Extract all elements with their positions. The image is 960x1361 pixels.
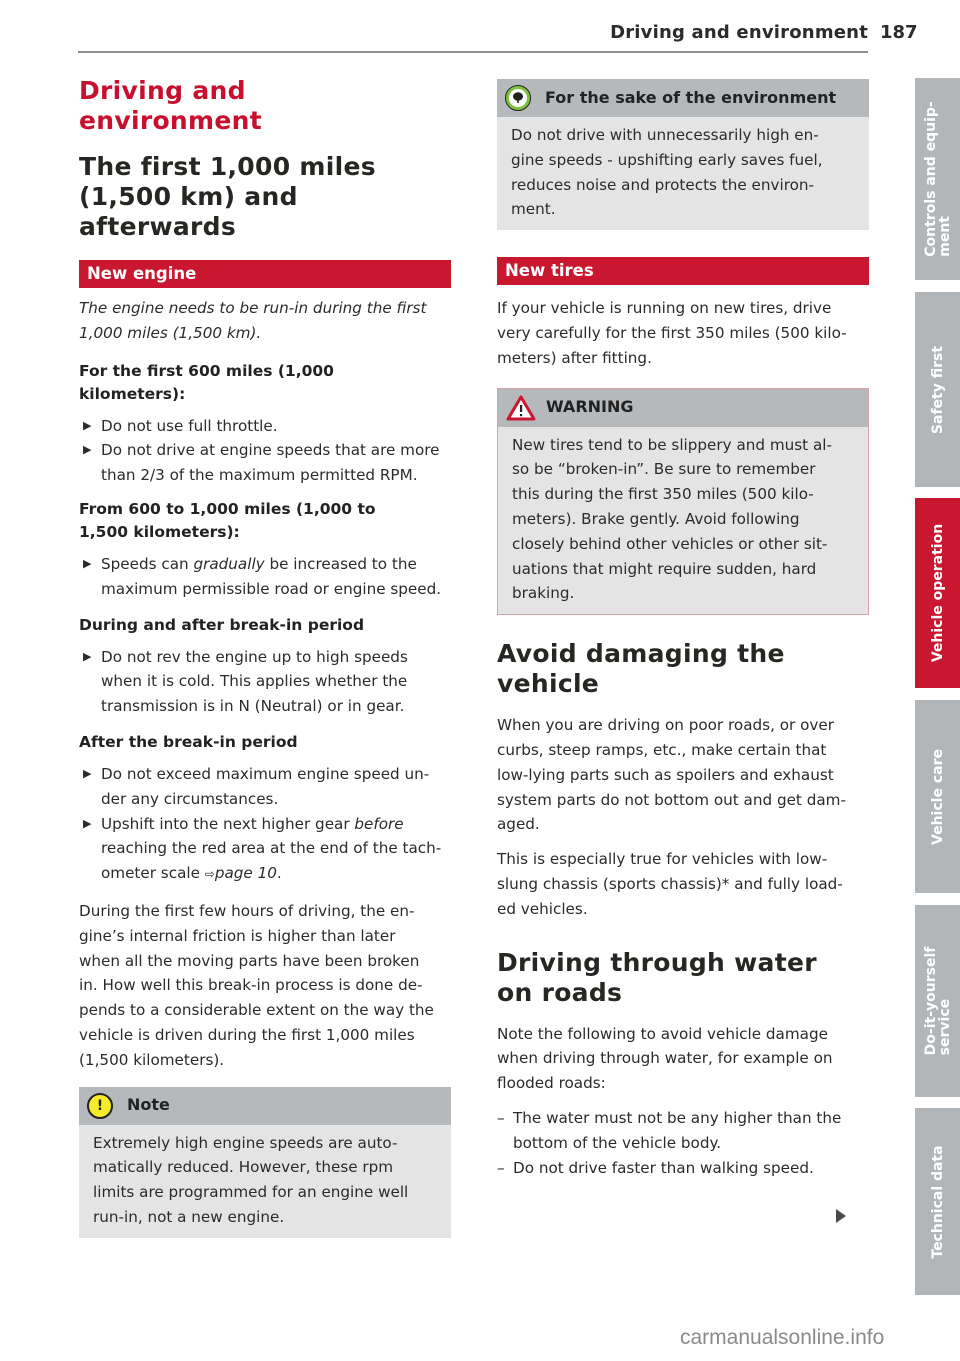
note-exclamation-icon: ! xyxy=(87,1093,113,1119)
note-line: run-in, not a new engine. xyxy=(93,1207,285,1226)
subheading-after-break-in: After the break-in period xyxy=(79,732,298,751)
bullet-item xyxy=(79,552,451,602)
note-box xyxy=(79,1087,451,1238)
water-title xyxy=(497,948,869,1008)
bullet-item xyxy=(79,762,451,812)
chapter-title xyxy=(79,76,451,136)
water-paragraph xyxy=(497,1022,869,1096)
note-body xyxy=(79,1125,451,1238)
warning-line: this during the first 350 miles (500 kilo- xyxy=(512,485,814,504)
paragraph-line: During the first few hours of driving, the en- xyxy=(79,901,415,920)
emphasis-text: before xyxy=(354,814,404,833)
subheading-first-600 xyxy=(79,360,451,406)
triangle-bullet-icon: ▶ xyxy=(83,816,92,830)
section-title-line: (1,500 km) and xyxy=(79,182,298,211)
text-run: ometer scale xyxy=(101,864,205,883)
note-title: Note xyxy=(127,1095,170,1115)
avoid-paragraph-2 xyxy=(497,847,869,921)
section-title-line: afterwards xyxy=(79,212,237,241)
watermark-text: carmanualsonline.info xyxy=(680,1326,885,1349)
chapter-title-line: Driving and xyxy=(79,76,246,105)
env-line: gine speeds - upshifting early saves fuel, xyxy=(511,150,823,169)
paragraph-line: when all the moving parts have been broken xyxy=(79,951,420,970)
env-line: ment. xyxy=(511,200,556,219)
item-text: bottom of the vehicle body. xyxy=(513,1133,722,1152)
paragraph-line: in. How well this break-in process is done de- xyxy=(79,976,423,995)
intro-line: The engine needs to be run-in during the first xyxy=(79,299,427,317)
paragraph-line: (1,500 kilometers). xyxy=(79,1050,225,1069)
page-number: 187 xyxy=(880,22,918,43)
section-title-line: The first 1,000 miles xyxy=(79,152,376,181)
paragraph-line: meters) after fitting. xyxy=(497,348,652,367)
subheading-during-after: During and after break-in period xyxy=(79,615,365,634)
warning-triangle-icon xyxy=(506,395,536,421)
label-line: service xyxy=(936,998,953,1056)
env-line: reduces noise and protects the environ- xyxy=(511,175,815,194)
paragraph-line: Note the following to avoid vehicle damage xyxy=(497,1024,828,1043)
item-text: The water must not be any higher than the xyxy=(513,1108,842,1127)
bullet-text: than 2/3 of the maximum permitted RPM. xyxy=(101,466,418,485)
bullet-text: Do not use full throttle. xyxy=(101,416,278,435)
environment-box xyxy=(497,79,869,230)
environment-box-title: For the sake of the environment xyxy=(545,87,837,107)
bullet-text: Do not rev the engine up to high speeds xyxy=(101,647,408,666)
text-run: be increased to the xyxy=(264,554,417,573)
bullet-text xyxy=(101,552,451,577)
triangle-bullet-icon: ▶ xyxy=(83,649,92,663)
subheading-line: From 600 to 1,000 miles (1,000 to xyxy=(79,499,376,518)
side-tab-label xyxy=(924,101,952,257)
note-box-header xyxy=(79,1087,451,1125)
text-run: Speeds can xyxy=(101,554,194,573)
bullet-text xyxy=(101,861,451,887)
running-header-title: Driving and environment xyxy=(610,22,868,43)
environment-box-header xyxy=(497,79,869,117)
side-tab-label: Safety first xyxy=(929,345,946,434)
text-run: . xyxy=(276,864,282,883)
label-line: Controls and equip- xyxy=(922,101,939,257)
paragraph-line: If your vehicle is running on new tires, drive xyxy=(497,299,832,318)
header-rule xyxy=(78,51,868,53)
item-text: Do not drive faster than walking speed. xyxy=(513,1158,814,1177)
text-run: Upshift into the next higher gear xyxy=(101,814,355,833)
warning-title: WARNING xyxy=(546,397,634,417)
bullet-list xyxy=(79,414,451,488)
paragraph-line: When you are driving on poor roads, or over xyxy=(497,716,834,735)
side-tab-label xyxy=(924,947,952,1056)
paragraph-line: when driving through water, for example on xyxy=(497,1049,833,1068)
page-reference-arrow-icon: ⇨ xyxy=(204,867,215,882)
section-title xyxy=(79,152,451,242)
subheading-line: kilometers): xyxy=(79,384,186,403)
side-tab-safety-first[interactable] xyxy=(915,292,960,487)
subheading-line: For the first 600 miles (1,000 xyxy=(79,361,334,380)
paragraph-line: aged. xyxy=(497,815,540,834)
new-engine-heading-bar: New engine xyxy=(79,260,451,288)
warning-line: meters). Brake gently. Avoid following xyxy=(512,509,800,528)
continue-arrow-icon xyxy=(836,1209,846,1223)
bullet-text: Do not drive at engine speeds that are more xyxy=(101,441,440,460)
paragraph-line: slung chassis (sports chassis)* and fully load- xyxy=(497,874,843,893)
intro-text xyxy=(79,296,451,346)
triangle-bullet-icon: ▶ xyxy=(83,418,92,432)
bullet-text: der any circumstances. xyxy=(101,789,279,808)
paragraph-line: system parts do not bottom out and get dam- xyxy=(497,790,846,809)
triangle-bullet-icon: ▶ xyxy=(83,556,92,570)
paragraph-line: ed vehicles. xyxy=(497,899,588,918)
warning-line: uations that might require sudden, hard xyxy=(512,559,817,578)
title-line: Avoid damaging the xyxy=(497,639,785,669)
dash-item xyxy=(497,1156,869,1181)
note-line: Extremely high engine speeds are auto- xyxy=(93,1133,398,1152)
bullet-item xyxy=(79,812,451,887)
warning-body xyxy=(498,427,868,615)
break-in-paragraph xyxy=(79,899,451,1073)
water-dash-list xyxy=(497,1106,869,1180)
label-line: ment xyxy=(936,216,953,257)
bullet-text: transmission is in N (Neutral) or in gear. xyxy=(101,697,405,716)
paragraph-line: flooded roads: xyxy=(497,1074,606,1093)
avoid-paragraph-1 xyxy=(497,713,869,837)
environment-box-body xyxy=(497,117,869,230)
side-tab-vehicle-care[interactable] xyxy=(915,700,960,893)
note-line: matically reduced. However, these rpm xyxy=(93,1158,394,1177)
warning-box xyxy=(497,388,869,616)
title-line: vehicle xyxy=(497,669,600,699)
paragraph-line: This is especially true for vehicles with low- xyxy=(497,850,828,869)
paragraph-line: low-lying parts such as spoilers and exhaust xyxy=(497,765,834,784)
warning-box-header xyxy=(498,389,868,427)
bullet-list xyxy=(79,762,451,887)
bullet-text: when it is cold. This applies whether the xyxy=(101,672,408,691)
side-tab-label: Technical data xyxy=(929,1144,946,1259)
triangle-bullet-icon: ▶ xyxy=(83,443,92,457)
paragraph-line: curbs, steep ramps, etc., make certain that xyxy=(497,740,827,759)
dash-bullet: – xyxy=(497,1158,505,1177)
triangle-bullet-icon: ▶ xyxy=(83,766,92,780)
warning-line: New tires tend to be slippery and must al- xyxy=(512,435,832,454)
bullet-item xyxy=(79,645,451,719)
left-column xyxy=(79,76,451,1238)
paragraph-line: vehicle is driven during the first 1,000 miles xyxy=(79,1025,415,1044)
dash-bullet: – xyxy=(497,1108,505,1127)
tires-paragraph xyxy=(497,296,869,370)
intro-line: 1,000 miles (1,500 km). xyxy=(79,323,262,342)
bullet-text: reaching the red area at the end of the tach- xyxy=(101,839,442,858)
side-tab-controls-and-equipment[interactable] xyxy=(915,78,960,280)
label-line: Do-it-yourself xyxy=(922,946,939,1056)
chapter-title-line: environment xyxy=(79,106,262,135)
paragraph-line: very carefully for the first 350 miles (500 kilo- xyxy=(497,323,847,342)
bullet-text: Do not exceed maximum engine speed un- xyxy=(101,764,430,783)
warning-line: so be “broken-in”. Be sure to remember xyxy=(512,460,816,479)
warning-line: closely behind other vehicles or other sit- xyxy=(512,534,828,553)
new-tires-heading-bar: New tires xyxy=(497,257,869,285)
paragraph-line: gine’s internal friction is higher than later xyxy=(79,926,396,945)
side-tab-technical-data[interactable] xyxy=(915,1108,960,1295)
warning-line: braking. xyxy=(512,584,575,603)
bullet-text xyxy=(101,812,451,837)
avoid-damage-title xyxy=(497,639,869,699)
side-tab-label: Vehicle care xyxy=(929,748,946,845)
subheading-600-to-1000 xyxy=(79,498,451,544)
paragraph-line: pends to a considerable extent on the way the xyxy=(79,1001,434,1020)
note-line: limits are programmed for an engine well xyxy=(93,1183,409,1202)
side-tab-vehicle-operation[interactable] xyxy=(915,498,960,688)
emphasis-text: gradually xyxy=(193,554,265,573)
tree-environment-icon xyxy=(505,85,531,111)
bullet-item xyxy=(79,414,451,439)
title-line: on roads xyxy=(497,977,623,1007)
env-line: Do not drive with unnecessarily high en- xyxy=(511,126,819,144)
title-line: Driving through water xyxy=(497,947,817,977)
side-tab-do-it-yourself-service[interactable] xyxy=(915,905,960,1097)
dash-item xyxy=(497,1106,869,1156)
subheading-line: 1,500 kilometers): xyxy=(79,522,240,541)
right-column xyxy=(497,79,869,1180)
bullet-item xyxy=(79,438,451,488)
bullet-text: maximum permissible road or engine speed. xyxy=(101,579,442,598)
page-reference-link[interactable]: page 10 xyxy=(214,864,277,883)
side-tab-label: Vehicle operation xyxy=(929,523,946,663)
